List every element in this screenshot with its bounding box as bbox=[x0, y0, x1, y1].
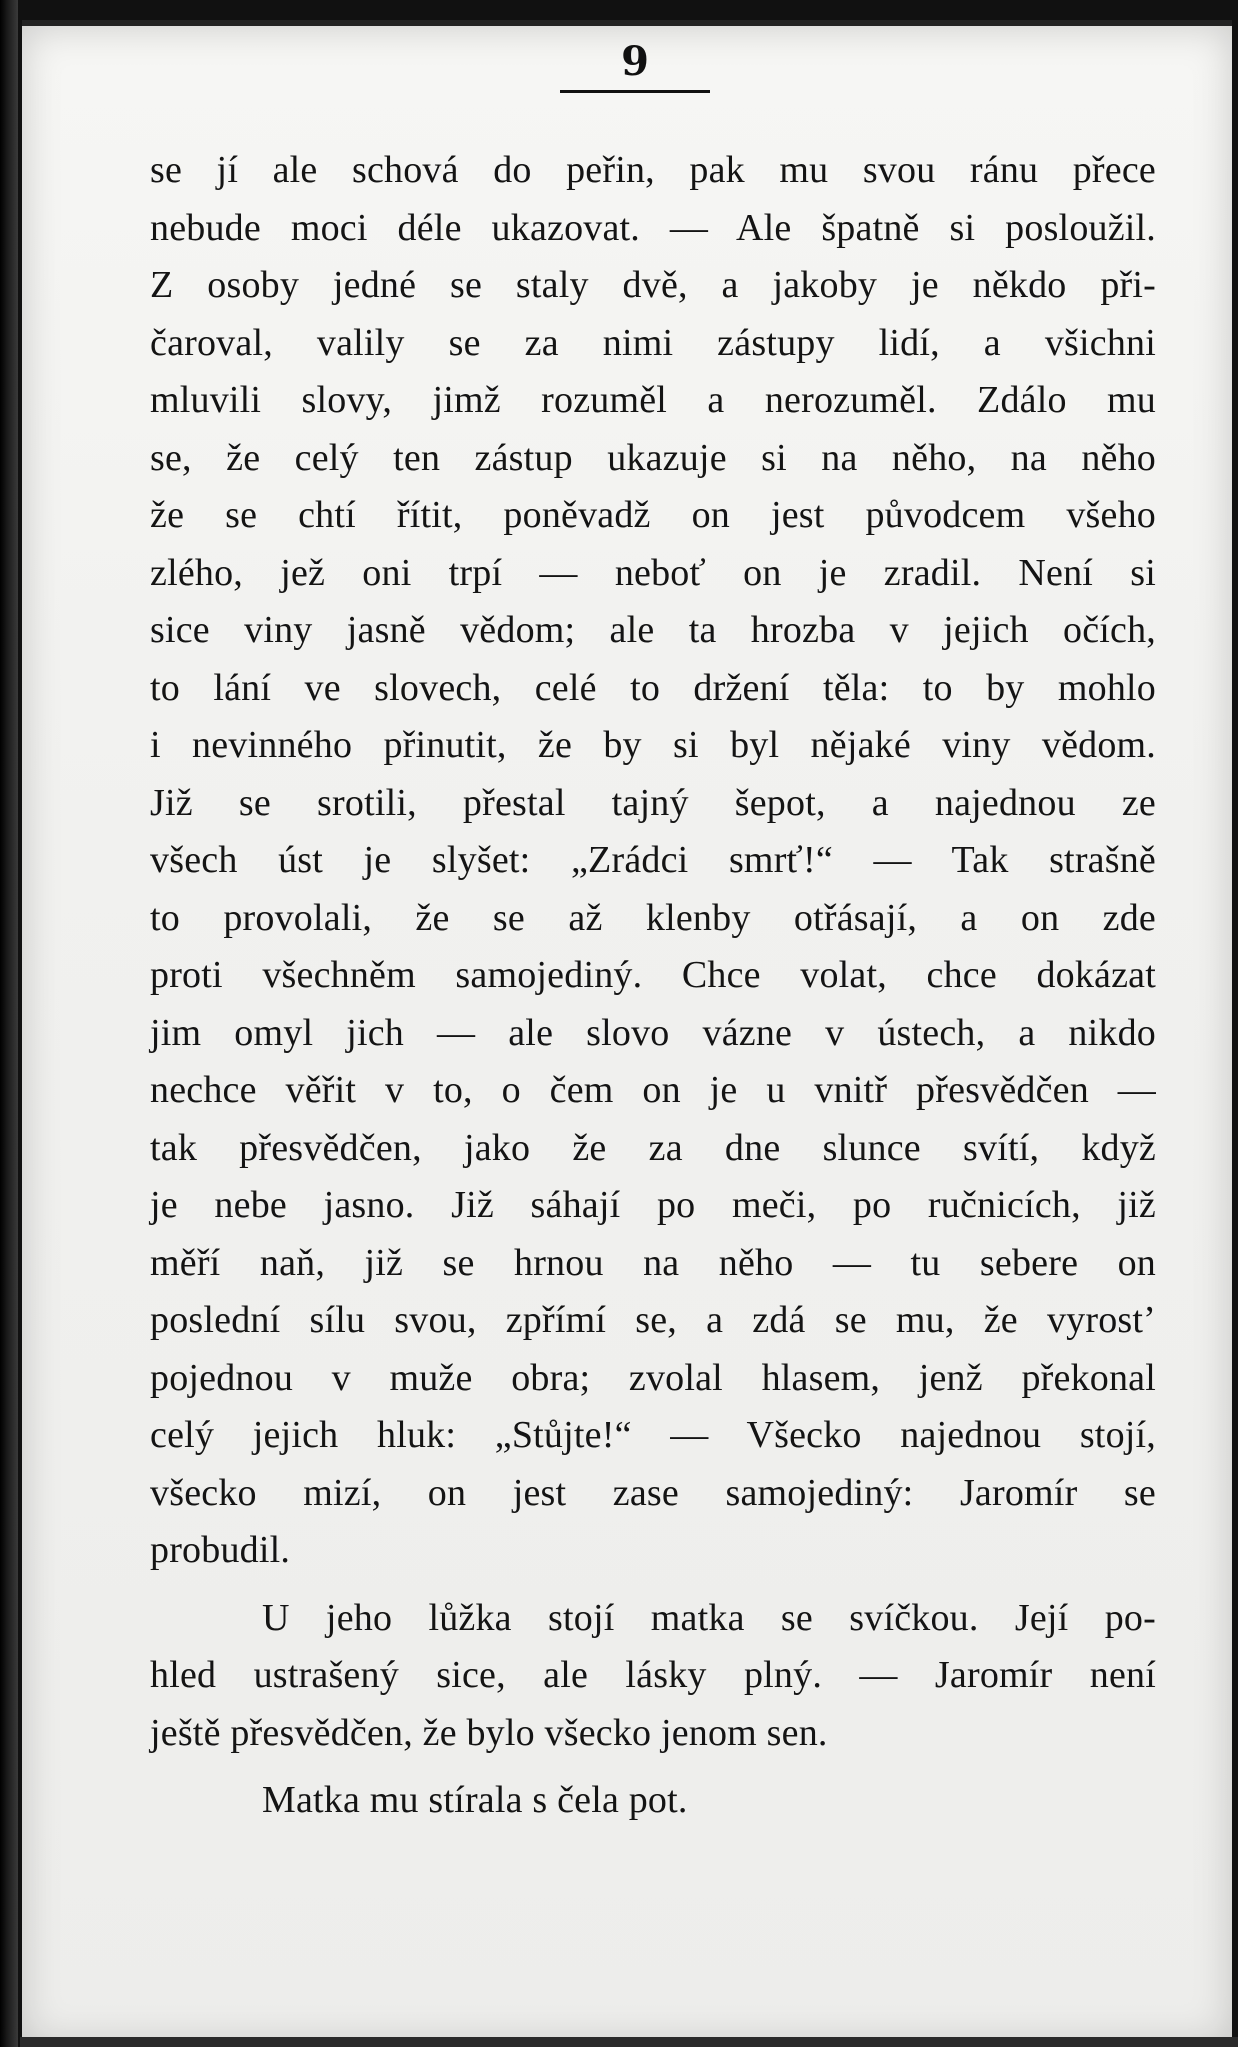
text-line: U jeho lůžka stojí matka se svíčkou. Její po- bbox=[262, 1596, 1156, 1639]
text-line: to lání ve slovech, celé to držení těla: to by mohlo bbox=[150, 666, 1156, 709]
text-line: zlého, jež oni trpí — neboť on je zradil. Není si bbox=[150, 551, 1156, 594]
text-line: se jí ale schová do peřin, pak mu svou ránu přece bbox=[150, 149, 1156, 191]
paragraph-gap bbox=[150, 1762, 1156, 1772]
book-spine-shadow bbox=[0, 0, 18, 2047]
page-bottom-edge bbox=[20, 2037, 1238, 2047]
text-line: poslední sílu svou, zpřímí se, a zdá se mu, že vyrost’ bbox=[150, 1299, 1156, 1341]
text-line: je nebe jasno. Již sáhají po meči, po ručnicích, již bbox=[150, 1184, 1156, 1226]
text-line: ještě přesvědčen, že bylo všecko jenom sen. bbox=[150, 1711, 828, 1754]
text-line: všech úst je slyšet: „Zrádci smrť!“ — Tak strašně bbox=[150, 839, 1156, 881]
paragraph bbox=[150, 142, 1156, 1580]
text-line: proti všechněm samojediný. Chce volat, chce dokázat bbox=[150, 954, 1156, 996]
text-line: Z osoby jedné se staly dvě, a jakoby je někdo při- bbox=[150, 264, 1156, 306]
text-line: že se chtí řítit, poněvadž on jest původcem všeho bbox=[150, 494, 1156, 536]
text-line: Matka mu stírala s čela pot. bbox=[262, 1779, 688, 1821]
text-line: to provolali, že se až klenby otřásají, a on zde bbox=[150, 896, 1156, 939]
paragraph bbox=[150, 1772, 1156, 1830]
text-line: nechce věřit v to, o čem on je u vnitř přesvědčen — bbox=[150, 1069, 1156, 1111]
body-text bbox=[150, 142, 1156, 1830]
text-line: tak přesvědčen, jako že za dne slunce svítí, když bbox=[150, 1126, 1156, 1169]
text-line: mluvili slovy, jimž rozuměl a nerozuměl. Zdálo mu bbox=[150, 379, 1156, 421]
text-line: čaroval, valily se za nimi zástupy lidí, a všichni bbox=[150, 321, 1156, 364]
text-line: nebude moci déle ukazovat. — Ale špatně si posloužil. bbox=[150, 206, 1156, 249]
paragraph-gap bbox=[150, 1580, 1156, 1590]
text-line: probudil. bbox=[150, 1529, 291, 1571]
text-line: sice viny jasně vědom; ale ta hrozba v jejich očích, bbox=[150, 609, 1156, 651]
text-line: hled ustrašený sice, ale lásky plný. — Jaromír není bbox=[150, 1654, 1156, 1696]
page-number: 9 bbox=[621, 38, 649, 85]
text-line: jim omyl jich — ale slovo vázne v ústech, a nikdo bbox=[150, 1011, 1156, 1054]
text-line: všecko mizí, on jest zase samojediný: Jaromír se bbox=[150, 1471, 1156, 1514]
text-line: i nevinného přinutit, že by si byl nějaké viny vědom. bbox=[150, 724, 1156, 766]
page-number-rule bbox=[560, 90, 710, 93]
text-line: celý jejich hluk: „Stůjte!“ — Všecko najednou stojí, bbox=[150, 1414, 1156, 1456]
text-line: měří naň, již se hrnou na něho — tu sebere on bbox=[150, 1241, 1156, 1284]
text-line: Již se srotili, přestal tajný šepot, a najednou ze bbox=[150, 781, 1156, 824]
paragraph bbox=[150, 1590, 1156, 1763]
text-line: pojednou v muže obra; zvolal hlasem, jenž překonal bbox=[150, 1356, 1156, 1399]
text-line: se, že celý ten zástup ukazuje si na něho, na něho bbox=[150, 436, 1156, 479]
